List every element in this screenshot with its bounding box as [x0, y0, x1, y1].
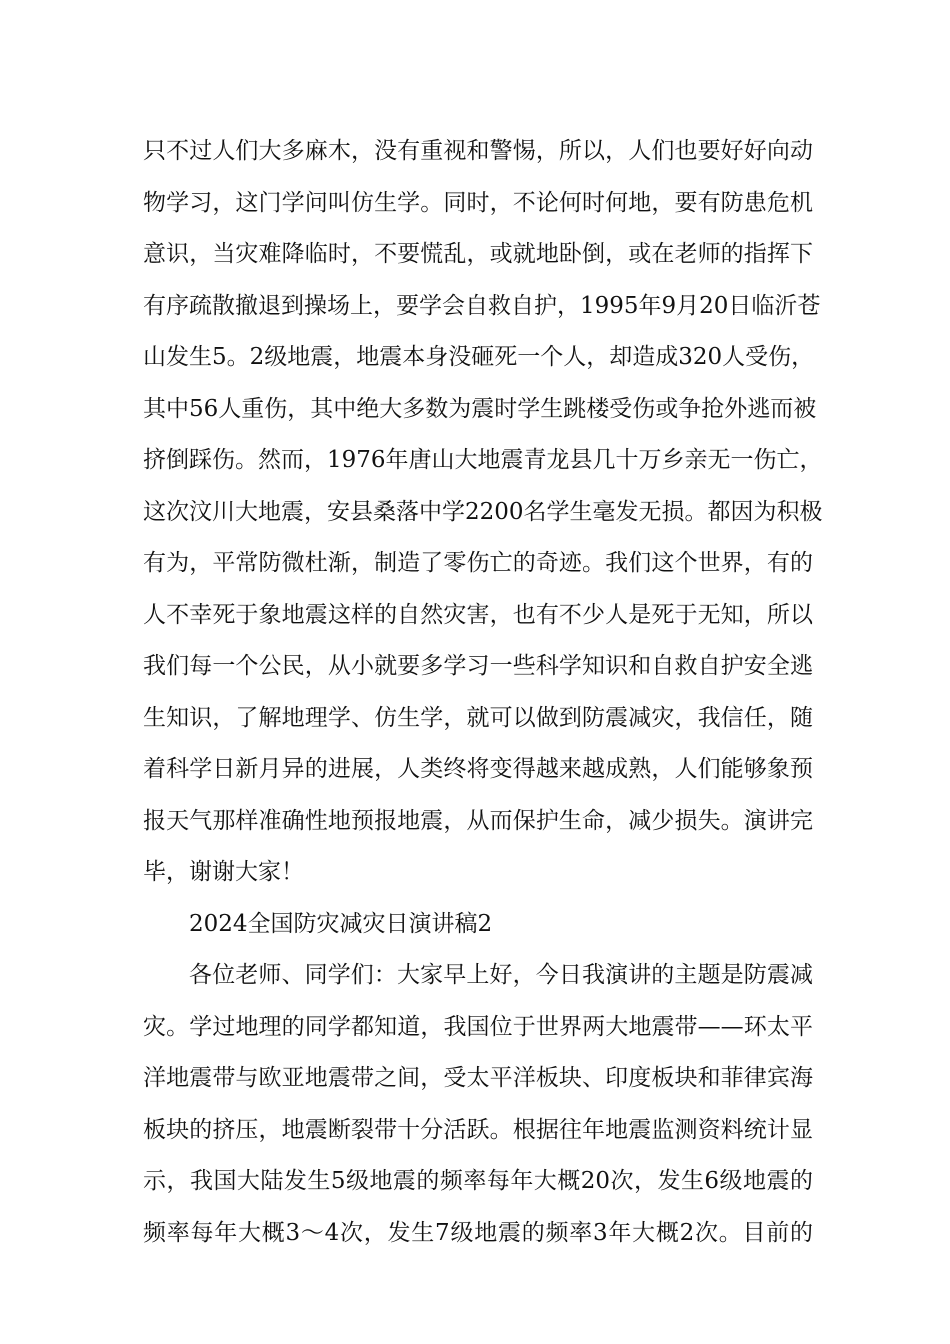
- text-line: 人不幸死于象地震这样的自然灾害，也有不少人是死于无知，所以: [143, 601, 813, 628]
- text-line: 其中56人重伤，其中绝大多数为震时学生跳楼受伤或争抢外逃而被: [143, 395, 817, 422]
- text-line: 挤倒踩伤。然而，1976年唐山大地震青龙县几十万乡亲无一伤亡，: [143, 447, 823, 473]
- text-line: 板块的挤压，地震断裂带十分活跃。根据往年地震监测资料统计显: [143, 1116, 813, 1143]
- document-body: [143, 126, 823, 1259]
- text-line: 意识，当灾难降临时，不要慌乱，或就地卧倒，或在老师的指挥下: [143, 241, 813, 267]
- text-line: 频率每年大概3～4次，发生7级地震的频率3年大概2次。目前的: [143, 1219, 813, 1246]
- text-line: 物学习，这门学问叫仿生学。同时，不论何时何地，要有防患危机: [143, 189, 813, 216]
- text-line: 灾。学过地理的同学都知道，我国位于世界两大地震带——环太平: [143, 1013, 813, 1040]
- text-line: 有序疏散撤退到操场上，要学会自救自护，1995年9月20日临沂苍: [143, 292, 821, 319]
- text-line: 生知识，了解地理学、仿生学，就可以做到防震减灾，我信任，随: [143, 704, 813, 731]
- text-line: 这次汶川大地震，安县桑落中学2200名学生毫发无损。都因为积极: [143, 498, 823, 525]
- text-line: 报天气那样准确性地预报地震，从而保护生命，减少损失。演讲完: [143, 807, 813, 834]
- text-line: 各位老师、同学们：大家早上好，今日我演讲的主题是防震减: [189, 962, 813, 988]
- text-line: 我们每一个公民，从小就要多学习一些科学知识和自救自护安全逃: [143, 653, 813, 679]
- text-line: 毕，谢谢大家！: [143, 859, 304, 885]
- text-line: 山发生5。2级地震，地震本身没砸死一个人，却造成320人受伤，: [143, 344, 815, 370]
- text-line: 有为，平常防微杜渐，制造了零伤亡的奇迹。我们这个世界，有的: [143, 550, 813, 576]
- section-heading: 2024全国防灾减灾日演讲稿2: [189, 910, 493, 937]
- text-line: 洋地震带与欧亚地震带之间，受太平洋板块、印度板块和菲律宾海: [143, 1065, 813, 1091]
- text-line: 只不过人们大多麻木，没有重视和警惕，所以，人们也要好好向动: [143, 138, 813, 164]
- text-line: 着科学日新月异的进展，人类终将变得越来越成熟，人们能够象预: [143, 756, 813, 782]
- text-line: 示，我国大陆发生5级地震的频率每年大概20次，发生6级地震的: [143, 1168, 813, 1194]
